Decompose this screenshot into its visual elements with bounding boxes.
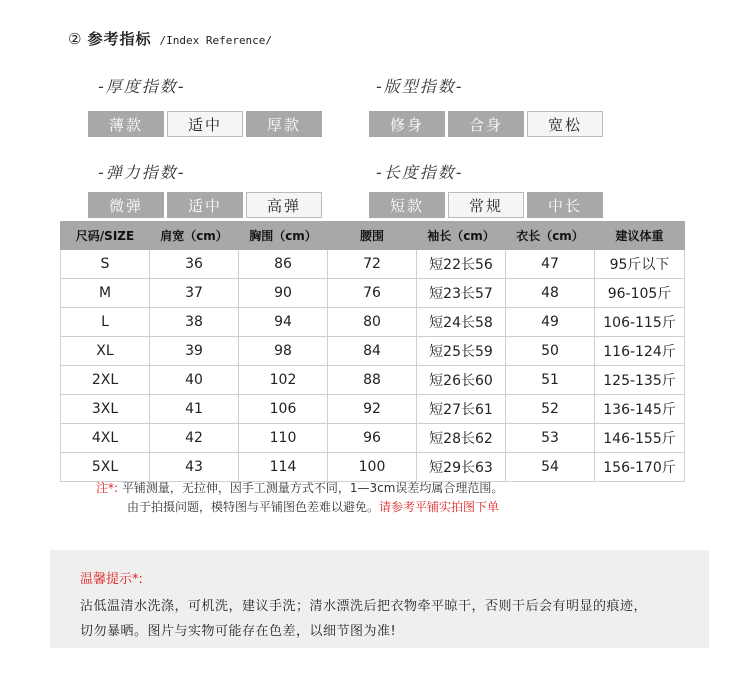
section-title	[68, 28, 272, 52]
table-cell: 3XL	[61, 395, 150, 424]
fit-option-3: 宽松	[527, 111, 603, 137]
table-cell: 125-135斤	[595, 366, 685, 395]
table-cell: 102	[239, 366, 328, 395]
thickness-index-label: -厚度指数-	[98, 77, 186, 96]
table-row	[61, 250, 685, 279]
section-title-cn: 参考指标	[87, 30, 152, 48]
table-cell: 短28长62	[417, 424, 506, 453]
header-waist: 腰围	[328, 222, 417, 250]
table-cell: 37	[150, 279, 239, 308]
table-cell: 4XL	[61, 424, 150, 453]
table-cell: 短25长59	[417, 337, 506, 366]
table-cell: M	[61, 279, 150, 308]
header-size: 尺码/SIZE	[61, 222, 150, 250]
table-cell: 49	[506, 308, 595, 337]
fit-index-options	[369, 111, 603, 137]
header-length: 衣长（cm）	[506, 222, 595, 250]
table-cell: 2XL	[61, 366, 150, 395]
table-cell: 36	[150, 250, 239, 279]
table-row	[61, 395, 685, 424]
table-cell: 88	[328, 366, 417, 395]
section-number: ②	[68, 30, 82, 48]
table-row	[61, 308, 685, 337]
table-cell: 50	[506, 337, 595, 366]
note-text-2: 由于拍摄问题，模特图与平铺图色差难以避免。	[127, 500, 380, 514]
length-index-options	[369, 192, 603, 218]
table-cell: 短23长57	[417, 279, 506, 308]
table-cell: 42	[150, 424, 239, 453]
table-cell: 136-145斤	[595, 395, 685, 424]
size-table-header	[61, 222, 685, 250]
length-option-3: 中长	[527, 192, 603, 218]
size-table-body	[61, 250, 685, 482]
note-text-1: 平铺测量，无拉伸，因手工测量方式不同，1—3cm误差均属合理范围。	[121, 481, 504, 495]
table-cell: 53	[506, 424, 595, 453]
table-cell: 146-155斤	[595, 424, 685, 453]
table-cell: 114	[239, 453, 328, 482]
table-cell: 5XL	[61, 453, 150, 482]
table-cell: 116-124斤	[595, 337, 685, 366]
length-option-1: 短款	[369, 192, 445, 218]
thickness-option-2: 适中	[167, 111, 243, 137]
fit-index-label: -版型指数-	[376, 77, 464, 96]
table-cell: 52	[506, 395, 595, 424]
size-table	[60, 221, 685, 482]
table-cell: 96	[328, 424, 417, 453]
table-cell: 41	[150, 395, 239, 424]
note-text-2-red: 请参考平铺实拍图下单	[379, 500, 500, 514]
length-index-label: -长度指数-	[376, 163, 464, 182]
thickness-option-1: 薄款	[88, 111, 164, 137]
table-cell: 100	[328, 453, 417, 482]
table-cell: 84	[328, 337, 417, 366]
table-cell: 38	[150, 308, 239, 337]
table-cell: 54	[506, 453, 595, 482]
section-title-en: /Index Reference/	[159, 34, 273, 47]
table-cell: XL	[61, 337, 150, 366]
note-prefix: 注*:	[96, 481, 119, 495]
table-cell: 48	[506, 279, 595, 308]
table-cell: 156-170斤	[595, 453, 685, 482]
header-chest: 胸围（cm）	[239, 222, 328, 250]
length-option-2: 常规	[448, 192, 524, 218]
table-row	[61, 337, 685, 366]
thickness-index-options	[88, 111, 322, 137]
table-cell: 72	[328, 250, 417, 279]
table-cell: 短29长63	[417, 453, 506, 482]
table-cell: 39	[150, 337, 239, 366]
care-tips-title: 温馨提示*:	[80, 572, 143, 587]
table-cell: 106	[239, 395, 328, 424]
care-tips-line-2: 切勿暴晒。图片与实物可能存在色差，以细节图为准!	[80, 624, 397, 639]
table-cell: 47	[506, 250, 595, 279]
table-row	[61, 279, 685, 308]
header-weight: 建议体重	[595, 222, 685, 250]
table-cell: S	[61, 250, 150, 279]
table-cell: 90	[239, 279, 328, 308]
fit-option-1: 修身	[369, 111, 445, 137]
table-row	[61, 453, 685, 482]
table-cell: 51	[506, 366, 595, 395]
header-shoulder: 肩宽（cm）	[150, 222, 239, 250]
care-tips-box	[50, 550, 709, 648]
table-cell: 92	[328, 395, 417, 424]
table-cell: 短24长58	[417, 308, 506, 337]
elasticity-index-options	[88, 192, 322, 218]
table-cell: 76	[328, 279, 417, 308]
table-cell: 短22长56	[417, 250, 506, 279]
elasticity-option-1: 微弹	[88, 192, 164, 218]
table-cell: 40	[150, 366, 239, 395]
elasticity-option-3: 高弹	[246, 192, 322, 218]
note-line-1	[96, 479, 503, 496]
table-cell: 110	[239, 424, 328, 453]
care-tips-line-1: 沾低温清水洗涤，可机洗，建议手洗；清水漂洗后把衣物牵平晾干，否则干后会有明显的痕迹，	[80, 599, 648, 614]
table-cell: 96-105斤	[595, 279, 685, 308]
table-cell: 94	[239, 308, 328, 337]
table-row	[61, 424, 685, 453]
table-cell: 43	[150, 453, 239, 482]
table-cell: 98	[239, 337, 328, 366]
table-cell: 80	[328, 308, 417, 337]
table-cell: 短27长61	[417, 395, 506, 424]
fit-option-2: 合身	[448, 111, 524, 137]
note-line-2	[127, 498, 499, 515]
thickness-option-3: 厚款	[246, 111, 322, 137]
elasticity-index-label: -弹力指数-	[98, 163, 186, 182]
table-cell: 106-115斤	[595, 308, 685, 337]
elasticity-option-2: 适中	[167, 192, 243, 218]
table-cell: 短26长60	[417, 366, 506, 395]
header-sleeve: 袖长（cm）	[417, 222, 506, 250]
table-cell: L	[61, 308, 150, 337]
table-row	[61, 366, 685, 395]
table-cell: 86	[239, 250, 328, 279]
table-cell: 95斤以下	[595, 250, 685, 279]
